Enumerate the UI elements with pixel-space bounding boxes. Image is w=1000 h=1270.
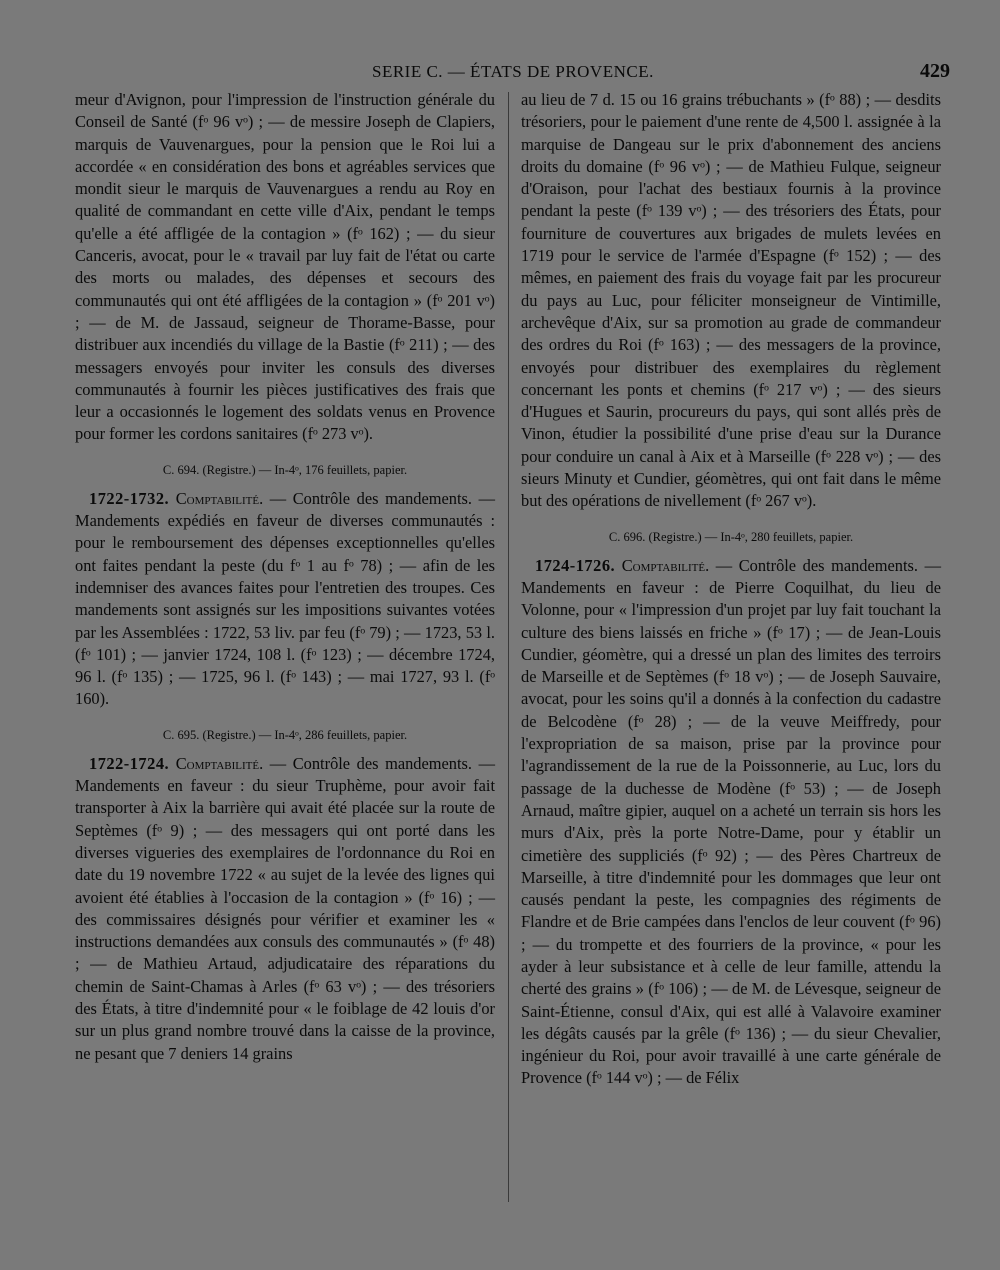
entry-text: — Contrôle des mandements. — Mandements en faveur : du sieur Truphème, pour avoir fait transporter à Aix la barrière qui avait été placée sur la route de Septèmes (fᵒ 9) ; — des messagers qui ont porté dans les diverses vigueries des exemplaires de l'ordonnance du Roi en date du 19 novembre 1722 « au sujet de la levée des lignes qui avoient été établies à l'occasion de la contagion » (fᵒ 16) ; — des commissaires désignés pour vérifier et examiner les « instructions demandées aux consuls des communautés » (fᵒ 48) ; — de Mathieu Artaud, adjudicataire des réparations du chemin de Saint-Chamas à Arles (fᵒ 63 vᵒ) ; — des trésoriers des États, à titre d'indemnité pour « le foiblage de 42 louis d'or sur un plus grand nombre trouvé dans la caisse de la province, ne pesant que 7 deniers 14 grains: [75, 753, 495, 1063]
register-entry: [75, 488, 495, 711]
entry-text: — Contrôle des mandements. — Mandements expédiés en faveur de diverses communautés : pour le remboursement des dépenses exceptionnelles qu'elles ont faites pendant la peste (du fᵒ 1 au fᵒ 78) ; — afin de les indemniser des avances faites pour l'entretien des troupes. Ces mandements sont assignés sur les impositions suivantes votées par les Assemblées : 1722, 53 liv. par feu (fᵒ 79) ; — 1723, 53 l. (fᵒ 101) ; — janvier 1724, 108 l. (fᵒ 123) ; — décembre 1724, 96 l. (fᵒ 135) ; — 1725, 96 l. (fᵒ 143) ; — mai 1727, 93 l. (fᵒ 160).: [75, 488, 495, 709]
register-caption: C. 696. (Registre.) — In-4ᵒ, 280 feuillets, papier.: [608, 529, 854, 544]
entry-label: Comptabilité.: [621, 555, 710, 575]
running-header: [0, 62, 1000, 86]
entry-years: 1722-1724.: [89, 753, 170, 773]
continued-paragraph: meur d'Avignon, pour l'impression de l'instruction générale du Conseil de Santé (fᵒ 96 vᵒ) ; — de messire Joseph de Clapiers, marquis de Vauvenargues, pour la pension que le Roi lui a accordée « en considération des bons et agréables services que mondit sieur le marquis de Vauvenargues a rendu au Roy en qualité de commandant en cette ville d'Aix, pendant le temps qu'elle a été affligée de la contagion » (fᵒ 162) ; — du sieur Canceris, avocat, pour le « travail par luy fait de l'état ou carte des morts ou malades, des dépenses et secours des communautés qui ont été affligées de la contagion » (fᵒ 201 vᵒ) ; — de M. de Jassaud, seigneur de Thorame-Basse, pour distribuer aux incendiés du village de la Bastie (fᵒ 211) ; — des messagers envoyés pour inviter les consuls des diverses communautés à fournir les pièces justificatives des frais que leur a occasionnés le logement des soldats venus en Provence pour former les cordons sanitaires (fᵒ 273 vᵒ).: [75, 90, 495, 444]
entry-label: Comptabilité.: [175, 753, 264, 773]
entry-years: 1722-1732.: [89, 488, 170, 508]
continued-paragraph: au lieu de 7 d. 15 ou 16 grains trébuchants » (fᵒ 88) ; — desdits trésoriers, pour le paiement d'une rente de 4,500 l. assignée à la marquise de Dangeau sur le prix d'abonnement des anciens droits du domaine (fᵒ 96 vᵒ) ; — de Mathieu Fulque, seigneur d'Oraison, pour l'achat des bestiaux fournis à la province pendant la peste (fᵒ 139 vᵒ) ; — des trésoriers des États, pour fourniture de couvertures aux brigades de mulets levées en 1719 pour le service de l'armée d'Espagne (fᵒ 152) ; — des mêmes, en paiement des frais du voyage fait par les procureur du pays au Luc, pour féliciter monseigneur de Vintimille, archevêque d'Aix, sur sa promotion au grade de commandeur des ordres du Roi (fᵒ 163) ; — des messagers de la province, envoyés pour distribuer des exemplaires du règlement concernant les ponts et chemins (fᵒ 217 vᵒ) ; — des sieurs d'Hugues et Saurin, procureurs du pays, qui sont allés près de Vinon, étudier la possibilité d'une prise d'eau sur la Durance pour conduire un canal à Aix et à Marseille (fᵒ 228 vᵒ) ; — des sieurs Minuty et Cundier, géomètres, qui ont fait dans le même but des opérations de nivellement (fᵒ 267 vᵒ).: [521, 90, 941, 511]
register-entry: [75, 753, 495, 1065]
entry-years: 1724-1726.: [535, 555, 616, 575]
entry-label: Comptabilité.: [175, 488, 264, 508]
register-caption: C. 695. (Registre.) — In-4ᵒ, 286 feuillets, papier.: [162, 727, 408, 742]
left-column: [75, 89, 495, 1065]
entry-text: — Contrôle des mandements. — Mandements en faveur : de Pierre Coquilhat, du lieu de Volonne, pour « l'impression d'un projet par luy fait touchant la culture des biens laissés en friche » (fᵒ 17) ; — de Jean-Louis Cundier, géomètre, qui a dressé un plan des limites des terroirs de Marseille et de Septèmes (fᵒ 18 vᵒ) ; — de Joseph Sauvaire, avocat, pour les soins qu'il a donnés à la confection du cadastre de Belcodène (fᵒ 28) ; — de la veuve Meiffredy, pour l'expropriation de sa maison, prise par la province pour l'agrandissement de la rue de la Poissonnerie, au Luc, lors du passage de la duchesse de Modène (fᵒ 53) ; — de Joseph Arnaud, maître gipier, auquel on a acheté un terrain sis hors les murs d'Aix, près la porte Notre-Dame, pour y établir un cimetière des suppliciés (fᵒ 92) ; — des Pères Chartreux de Marseille, à titre d'indemnité pour les dommages que leur ont causés pendant la peste, les compagnies des régiments de Flandre et de Brie campées dans l'enclos de leur couvent (fᵒ 96) ; — du trompette et des fourriers de la province, « pour les ayder à leur subsistance et à celle de leur famille, attendu la cherté des grains » (fᵒ 106) ; — de M. de Lévesque, seigneur de Saint-Étienne, consul d'Aix, qui est allé à Valavoire examiner les dégâts causés par la grêle (fᵒ 136) ; — du sieur Chevalier, ingénieur du Roi, pour avoir travaillé à une carte générale de Provence (fᵒ 144 vᵒ) ; — de Félix: [521, 555, 941, 1088]
register-entry: [521, 555, 941, 1090]
right-column: [521, 89, 941, 1090]
register-caption: C. 694. (Registre.) — In-4ᵒ, 176 feuillets, papier.: [162, 462, 408, 477]
column-divider: [508, 92, 509, 1202]
page-number: 429: [920, 60, 950, 82]
header-title: SERIE C. — ÉTATS DE PROVENCE.: [372, 62, 654, 81]
